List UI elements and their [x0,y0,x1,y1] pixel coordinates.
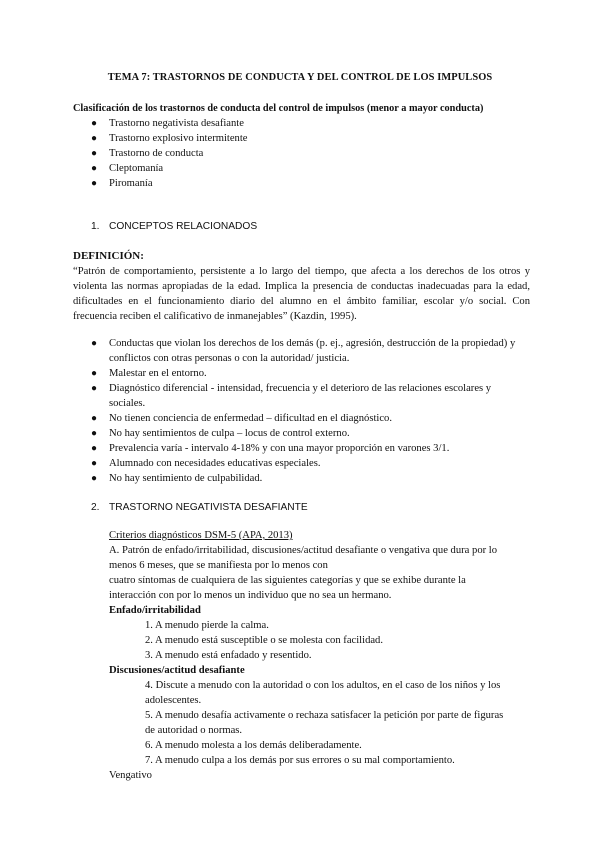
criterion-item-continued: adolescentes. [145,695,202,706]
section-1-title: CONCEPTOS RELACIONADOS [109,221,258,232]
criteria-a-line: A. Patrón de enfado/irritabilidad, discusiones/actitud desafiante o vengativa que dura por lo [109,545,498,556]
bullet-icon: ● [91,148,98,159]
definition-heading: DEFINICIÓN: [73,250,144,262]
list-item: Trastorno negativista desafiante [109,118,244,129]
criterion-item-continued: de autoridad o normas. [145,725,243,736]
criterion-item: 6. A menudo molesta a los demás deliberadamente. [145,740,362,751]
criterion-item: 5. A menudo desafía activamente o rechaza satisfacer la petición por parte de figuras [145,710,504,721]
criteria-a-line: cuatro síntomas de cualquiera de las siguientes categorías y que se exhibe durante la [109,575,466,586]
list-item: No hay sentimiento de culpabilidad. [109,473,263,484]
criterion-item: 7. A menudo culpa a los demás por sus errores o su mal comportamiento. [145,755,455,766]
list-item: No hay sentimientos de culpa – locus de control externo. [109,428,350,439]
criteria-a-line: menos 6 meses, que se manifiesta por lo menos con [109,560,328,571]
bullet-icon: ● [91,133,98,144]
bullet-icon: ● [91,163,98,174]
criterion-item: 1. A menudo pierde la calma. [145,620,269,631]
classification-heading: Clasificación de los trastornos de conducta del control de impulsos (menor a mayor conducta) [73,103,484,114]
bullet-icon: ● [91,473,98,484]
list-item: Alumnado con necesidades educativas especiales. [109,458,321,469]
bullet-icon: ● [91,368,98,379]
bullet-icon: ● [91,383,98,394]
definition-text: “Patrón de comportamiento, persistente a lo largo del tiempo, que afecta a los derechos de los otros y violenta las normas apropiadas de la edad. Implica la presencia de conductas inadecuadas para la edad, dificultades en el funcionamiento diario del alumno en el ámbito familiar, escolar y/o social. Con frecuencia reciben el calificativo de inmanejables” (Kazdin, 1995). [73,266,530,322]
bullet-icon: ● [91,178,98,189]
section-2-number: 2. [91,502,100,513]
criteria-heading: Criterios diagnósticos DSM-5 (APA, 2013) [109,530,293,541]
list-item: Malestar en el entorno. [109,368,207,379]
list-item: No tienen conciencia de enfermedad – dificultad en el diagnóstico. [109,413,392,424]
list-item: Piromanía [109,178,153,189]
criteria-a-line: interacción con por lo menos un individuo que no sea un hermano. [109,590,392,601]
bullet-icon: ● [91,458,98,469]
list-item: Cleptomanía [109,163,164,174]
bullet-icon: ● [91,413,98,424]
category-heading-enfado: Enfado/irritabilidad [109,605,201,616]
bullet-icon: ● [91,338,98,349]
list-item: Prevalencia varía - intervalo 4-18% y con una mayor proporción en varones 3/1. [109,443,450,454]
criterion-item: 2. A menudo está susceptible o se molesta con facilidad. [145,635,384,646]
list-item: Diagnóstico diferencial - intensidad, frecuencia y el deterioro de las relaciones escolares y sociales. [109,383,492,409]
section-2-title: TRASTORNO NEGATIVISTA DESAFIANTE [109,502,308,513]
list-item: Trastorno de conducta [109,148,204,159]
section-1-number: 1. [91,221,100,232]
bullet-icon: ● [91,443,98,454]
document-title: TEMA 7: TRASTORNOS DE CONDUCTA Y DEL CONTROL DE LOS IMPULSOS [107,72,493,83]
category-heading-vengativo: Vengativo [109,770,152,781]
list-item: Trastorno explosivo intermitente [109,133,248,144]
bullet-icon: ● [91,428,98,439]
criterion-item: 3. A menudo está enfadado y resentido. [145,650,312,661]
category-heading-discusiones: Discusiones/actitud desafiante [109,665,245,676]
bullet-icon: ● [91,118,98,129]
criterion-item: 4. Discute a menudo con la autoridad o con los adultos, en el caso de los niños y los [145,680,501,691]
list-item: Conductas que violan los derechos de los demás (p. ej., agresión, destrucción de la propiedad) y conflictos con otras personas o con la autoridad/ justicia. [109,338,516,364]
